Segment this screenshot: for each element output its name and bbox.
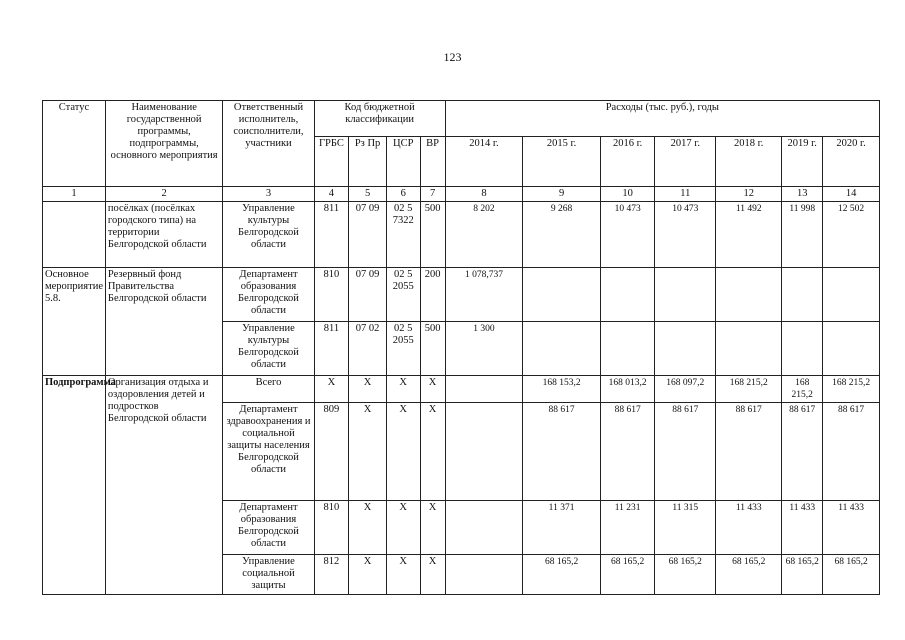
value-2018 — [716, 322, 782, 376]
value-2014 — [445, 555, 523, 595]
executor-cell: Управление культуры Белгородской области — [223, 202, 314, 268]
budget-table — [42, 100, 880, 595]
csr-cell: Х — [386, 403, 420, 501]
rzpr-cell: Х — [349, 501, 387, 555]
header-year-2017: 2017 г. — [655, 137, 716, 187]
vr-cell: Х — [420, 376, 445, 403]
value-2016: 11 231 — [600, 501, 655, 555]
header-executor: Ответственный исполнитель, соисполнители, участники — [223, 101, 314, 187]
csr-cell: Х — [386, 555, 420, 595]
name-cell: Организация отдыха и оздоровления детей и подростков Белгородской области — [105, 376, 222, 595]
executor-cell: Департамент образования Белгородской области — [223, 501, 314, 555]
vr-cell: 500 — [420, 322, 445, 376]
csr-cell: Х — [386, 501, 420, 555]
value-2017: 168 097,2 — [655, 376, 716, 403]
value-2016: 10 473 — [600, 202, 655, 268]
value-2017 — [655, 268, 716, 322]
header-year-2016: 2016 г. — [600, 137, 655, 187]
header-year-2020: 2020 г. — [823, 137, 880, 187]
grbs-cell: 811 — [314, 202, 349, 268]
value-2017: 88 617 — [655, 403, 716, 501]
header-year-2018: 2018 г. — [716, 137, 782, 187]
value-2015: 88 617 — [523, 403, 601, 501]
header-year-2014: 2014 г. — [445, 137, 523, 187]
header-name: Наименование государственной программы, подпрограммы, основного мероприятия — [105, 101, 222, 187]
value-2018: 88 617 — [716, 403, 782, 501]
value-2015: 168 153,2 — [523, 376, 601, 403]
grbs-cell: 810 — [314, 268, 349, 322]
column-number: 8 — [445, 187, 523, 202]
value-2017 — [655, 322, 716, 376]
rzpr-cell: Х — [349, 376, 387, 403]
executor-cell: Всего — [223, 376, 314, 403]
value-2018 — [716, 268, 782, 322]
value-2016 — [600, 322, 655, 376]
header-expenses: Расходы (тыс. руб.), годы — [445, 101, 879, 137]
column-number-row — [43, 187, 880, 202]
grbs-cell: 810 — [314, 501, 349, 555]
vr-cell: 200 — [420, 268, 445, 322]
grbs-cell: 811 — [314, 322, 349, 376]
value-2019: 11 433 — [782, 501, 823, 555]
value-2017: 10 473 — [655, 202, 716, 268]
column-number: 13 — [782, 187, 823, 202]
status-cell: Подпрограмма — [43, 376, 106, 595]
header-rzpr: Рз Пр — [349, 137, 387, 187]
value-2015: 68 165,2 — [523, 555, 601, 595]
value-2018: 168 215,2 — [716, 376, 782, 403]
column-number: 11 — [655, 187, 716, 202]
status-cell — [43, 202, 106, 268]
csr-cell: Х — [386, 376, 420, 403]
header-budget-code: Код бюджетной классификации — [314, 101, 445, 137]
column-number: 10 — [600, 187, 655, 202]
value-2014 — [445, 376, 523, 403]
column-number: 9 — [523, 187, 601, 202]
value-2016 — [600, 268, 655, 322]
header-year-2019: 2019 г. — [782, 137, 823, 187]
header-vr: ВР — [420, 137, 445, 187]
rzpr-cell: 07 09 — [349, 202, 387, 268]
value-2019 — [782, 322, 823, 376]
value-2015: 9 268 — [523, 202, 601, 268]
rzpr-cell: Х — [349, 403, 387, 501]
value-2016: 168 013,2 — [600, 376, 655, 403]
grbs-cell: 809 — [314, 403, 349, 501]
header-row-top — [43, 101, 880, 137]
value-2020: 168 215,2 — [823, 376, 880, 403]
table-row — [43, 376, 880, 403]
executor-cell: Управление социальной защиты — [223, 555, 314, 595]
rzpr-cell: 07 02 — [349, 322, 387, 376]
value-2020 — [823, 322, 880, 376]
column-number: 14 — [823, 187, 880, 202]
value-2015 — [523, 268, 601, 322]
column-number: 7 — [420, 187, 445, 202]
vr-cell: 500 — [420, 202, 445, 268]
column-number: 4 — [314, 187, 349, 202]
value-2014 — [445, 501, 523, 555]
executor-cell: Департамент здравоохранения и социальной защиты населения Белгородской области — [223, 403, 314, 501]
column-number: 3 — [223, 187, 314, 202]
value-2014: 1 300 — [445, 322, 523, 376]
vr-cell: Х — [420, 501, 445, 555]
grbs-cell: Х — [314, 376, 349, 403]
executor-cell: Департамент образования Белгородской области — [223, 268, 314, 322]
value-2014: 8 202 — [445, 202, 523, 268]
value-2019: 68 165,2 — [782, 555, 823, 595]
column-number: 12 — [716, 187, 782, 202]
value-2020: 11 433 — [823, 501, 880, 555]
header-status: Статус — [43, 101, 106, 187]
name-cell: посёлках (посёлках городского типа) на территории Белгородской области — [105, 202, 222, 268]
value-2018: 68 165,2 — [716, 555, 782, 595]
csr-cell: 02 5 7322 — [386, 202, 420, 268]
table-row — [43, 202, 880, 268]
vr-cell: Х — [420, 555, 445, 595]
value-2017: 11 315 — [655, 501, 716, 555]
value-2019: 168 215,2 — [782, 376, 823, 403]
value-2018: 11 492 — [716, 202, 782, 268]
column-number: 1 — [43, 187, 106, 202]
csr-cell: 02 5 2055 — [386, 268, 420, 322]
column-number: 5 — [349, 187, 387, 202]
header-year-2015: 2015 г. — [523, 137, 601, 187]
rzpr-cell: Х — [349, 555, 387, 595]
value-2015: 11 371 — [523, 501, 601, 555]
value-2016: 88 617 — [600, 403, 655, 501]
table-row — [43, 268, 880, 322]
rzpr-cell: 07 09 — [349, 268, 387, 322]
header-grbs: ГРБС — [314, 137, 349, 187]
value-2019: 11 998 — [782, 202, 823, 268]
name-cell: Резервный фонд Правительства Белгородской области — [105, 268, 222, 376]
value-2020: 68 165,2 — [823, 555, 880, 595]
status-cell: Основное мероприятие 5.8. — [43, 268, 106, 376]
value-2020 — [823, 268, 880, 322]
column-number: 2 — [105, 187, 222, 202]
value-2020: 12 502 — [823, 202, 880, 268]
value-2015 — [523, 322, 601, 376]
executor-cell: Управление культуры Белгородской области — [223, 322, 314, 376]
value-2020: 88 617 — [823, 403, 880, 501]
vr-cell: Х — [420, 403, 445, 501]
value-2014 — [445, 403, 523, 501]
value-2017: 68 165,2 — [655, 555, 716, 595]
value-2014: 1 078,737 — [445, 268, 523, 322]
grbs-cell: 812 — [314, 555, 349, 595]
header-csr: ЦСР — [386, 137, 420, 187]
value-2016: 68 165,2 — [600, 555, 655, 595]
csr-cell: 02 5 2055 — [386, 322, 420, 376]
value-2019: 88 617 — [782, 403, 823, 501]
value-2019 — [782, 268, 823, 322]
value-2018: 11 433 — [716, 501, 782, 555]
column-number: 6 — [386, 187, 420, 202]
page-number: 123 — [443, 50, 462, 64]
